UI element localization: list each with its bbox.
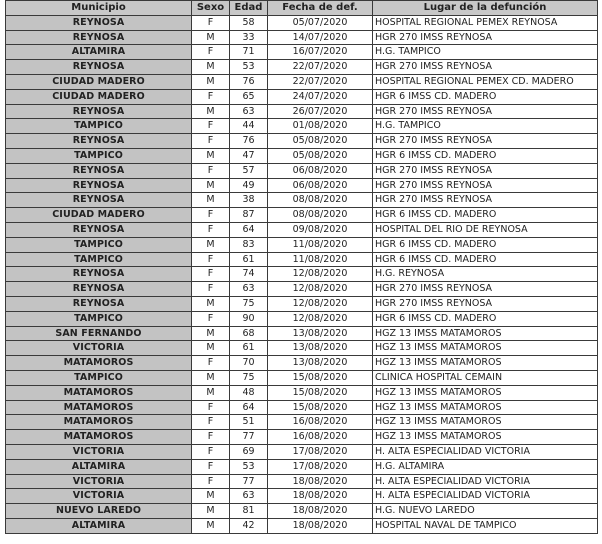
fecha-cell: 15/08/2020	[268, 400, 373, 415]
edad-cell: 63	[230, 104, 268, 119]
lugar-cell: H.G. NUEVO LAREDO	[373, 504, 598, 519]
fecha-cell: 05/08/2020	[268, 134, 373, 149]
lugar-cell: HGZ 13 IMSS MATAMOROS	[373, 430, 598, 445]
lugar-cell: HGZ 13 IMSS MATAMOROS	[373, 341, 598, 356]
lugar-cell: HGR 6 IMSS CD. MADERO	[373, 237, 598, 252]
sexo-cell: M	[192, 326, 230, 341]
table-row	[6, 385, 598, 400]
sexo-cell: M	[192, 370, 230, 385]
lugar-cell: HGZ 13 IMSS MATAMOROS	[373, 400, 598, 415]
fecha-cell: 11/08/2020	[268, 237, 373, 252]
municipio-cell: TAMPICO	[6, 370, 192, 385]
fecha-cell: 18/08/2020	[268, 504, 373, 519]
sexo-cell: M	[192, 341, 230, 356]
sexo-cell: F	[192, 459, 230, 474]
edad-cell: 75	[230, 370, 268, 385]
table-row	[6, 356, 598, 371]
table-row	[6, 74, 598, 89]
sexo-cell: F	[192, 45, 230, 60]
sexo-cell: F	[192, 415, 230, 430]
sexo-cell: F	[192, 444, 230, 459]
table-row	[6, 341, 598, 356]
sexo-cell: F	[192, 356, 230, 371]
lugar-cell: H.G. TAMPICO	[373, 119, 598, 134]
fecha-cell: 18/08/2020	[268, 489, 373, 504]
table-row	[6, 148, 598, 163]
municipio-cell: REYNOSA	[6, 193, 192, 208]
fecha-cell: 16/08/2020	[268, 430, 373, 445]
sexo-cell: M	[192, 296, 230, 311]
fecha-cell: 16/08/2020	[268, 415, 373, 430]
fecha-cell: 12/08/2020	[268, 311, 373, 326]
edad-cell: 51	[230, 415, 268, 430]
edad-cell: 83	[230, 237, 268, 252]
fecha-cell: 14/07/2020	[268, 30, 373, 45]
table-row	[6, 134, 598, 149]
lugar-cell: H. ALTA ESPECIALIDAD VICTORIA	[373, 474, 598, 489]
municipio-cell: VICTORIA	[6, 444, 192, 459]
fecha-cell: 01/08/2020	[268, 119, 373, 134]
municipio-cell: SAN FERNANDO	[6, 326, 192, 341]
sexo-cell: M	[192, 237, 230, 252]
municipio-cell: TAMPICO	[6, 311, 192, 326]
edad-cell: 64	[230, 400, 268, 415]
edad-cell: 38	[230, 193, 268, 208]
fecha-cell: 05/08/2020	[268, 148, 373, 163]
edad-cell: 74	[230, 267, 268, 282]
fecha-cell: 15/08/2020	[268, 385, 373, 400]
edad-cell: 47	[230, 148, 268, 163]
edad-cell: 68	[230, 326, 268, 341]
fecha-cell: 26/07/2020	[268, 104, 373, 119]
lugar-cell: HGZ 13 IMSS MATAMOROS	[373, 356, 598, 371]
edad-cell: 87	[230, 208, 268, 223]
sexo-cell: F	[192, 282, 230, 297]
fecha-cell: 15/08/2020	[268, 370, 373, 385]
lugar-cell: HGR 270 IMSS REYNOSA	[373, 60, 598, 75]
municipio-cell: ALTAMIRA	[6, 45, 192, 60]
lugar-cell: HGR 270 IMSS REYNOSA	[373, 296, 598, 311]
municipio-cell: ALTAMIRA	[6, 518, 192, 533]
lugar-cell: H.G. TAMPICO	[373, 45, 598, 60]
table-row	[6, 370, 598, 385]
sexo-cell: M	[192, 178, 230, 193]
sexo-cell: F	[192, 119, 230, 134]
header-edad: Edad	[230, 1, 268, 16]
table-row	[6, 489, 598, 504]
lugar-cell: HGZ 13 IMSS MATAMOROS	[373, 385, 598, 400]
table-row	[6, 430, 598, 445]
lugar-cell: H. ALTA ESPECIALIDAD VICTORIA	[373, 444, 598, 459]
municipio-cell: REYNOSA	[6, 267, 192, 282]
edad-cell: 77	[230, 474, 268, 489]
edad-cell: 65	[230, 89, 268, 104]
edad-cell: 69	[230, 444, 268, 459]
sexo-cell: M	[192, 60, 230, 75]
table-row	[6, 444, 598, 459]
table-row	[6, 222, 598, 237]
lugar-cell: HGZ 13 IMSS MATAMOROS	[373, 415, 598, 430]
municipio-cell: CIUDAD MADERO	[6, 74, 192, 89]
edad-cell: 61	[230, 252, 268, 267]
edad-cell: 58	[230, 15, 268, 30]
sexo-cell: F	[192, 208, 230, 223]
sexo-cell: M	[192, 148, 230, 163]
municipio-cell: REYNOSA	[6, 104, 192, 119]
sexo-cell: M	[192, 193, 230, 208]
municipio-cell: REYNOSA	[6, 15, 192, 30]
sexo-cell: M	[192, 385, 230, 400]
fecha-cell: 22/07/2020	[268, 60, 373, 75]
fecha-cell: 12/08/2020	[268, 282, 373, 297]
table-row	[6, 193, 598, 208]
edad-cell: 70	[230, 356, 268, 371]
fecha-cell: 09/08/2020	[268, 222, 373, 237]
sexo-cell: M	[192, 518, 230, 533]
municipio-cell: TAMPICO	[6, 252, 192, 267]
lugar-cell: HGR 270 IMSS REYNOSA	[373, 30, 598, 45]
sexo-cell: F	[192, 430, 230, 445]
edad-cell: 90	[230, 311, 268, 326]
municipio-cell: MATAMOROS	[6, 430, 192, 445]
lugar-cell: HGR 270 IMSS REYNOSA	[373, 282, 598, 297]
table-row	[6, 208, 598, 223]
table-row	[6, 326, 598, 341]
sexo-cell: F	[192, 222, 230, 237]
municipio-cell: REYNOSA	[6, 163, 192, 178]
lugar-cell: HGR 270 IMSS REYNOSA	[373, 163, 598, 178]
municipio-cell: REYNOSA	[6, 222, 192, 237]
edad-cell: 63	[230, 282, 268, 297]
sexo-cell: F	[192, 311, 230, 326]
header-municipio: Municipio	[6, 1, 192, 16]
sexo-cell: M	[192, 74, 230, 89]
table-row	[6, 459, 598, 474]
table-row	[6, 30, 598, 45]
sexo-cell: F	[192, 400, 230, 415]
header-row	[6, 1, 598, 16]
fecha-cell: 16/07/2020	[268, 45, 373, 60]
edad-cell: 75	[230, 296, 268, 311]
table-body	[6, 15, 598, 533]
edad-cell: 48	[230, 385, 268, 400]
table-row	[6, 267, 598, 282]
lugar-cell: HGR 270 IMSS REYNOSA	[373, 178, 598, 193]
edad-cell: 53	[230, 459, 268, 474]
municipio-cell: REYNOSA	[6, 282, 192, 297]
fecha-cell: 13/08/2020	[268, 326, 373, 341]
fecha-cell: 12/08/2020	[268, 267, 373, 282]
sexo-cell: F	[192, 134, 230, 149]
municipio-cell: CIUDAD MADERO	[6, 89, 192, 104]
lugar-cell: CLINICA HOSPITAL CEMAIN	[373, 370, 598, 385]
municipio-cell: REYNOSA	[6, 296, 192, 311]
municipio-cell: ALTAMIRA	[6, 459, 192, 474]
header-lugar: Lugar de la defunción	[373, 1, 598, 16]
fecha-cell: 06/08/2020	[268, 178, 373, 193]
lugar-cell: HOSPITAL NAVAL DE TAMPICO	[373, 518, 598, 533]
sexo-cell: F	[192, 15, 230, 30]
edad-cell: 77	[230, 430, 268, 445]
sexo-cell: F	[192, 474, 230, 489]
municipio-cell: REYNOSA	[6, 30, 192, 45]
table-row	[6, 252, 598, 267]
sexo-cell: F	[192, 267, 230, 282]
sexo-cell: F	[192, 163, 230, 178]
table-row	[6, 89, 598, 104]
fecha-cell: 24/07/2020	[268, 89, 373, 104]
municipio-cell: MATAMOROS	[6, 356, 192, 371]
edad-cell: 42	[230, 518, 268, 533]
municipio-cell: REYNOSA	[6, 178, 192, 193]
edad-cell: 49	[230, 178, 268, 193]
municipio-cell: TAMPICO	[6, 148, 192, 163]
table-row	[6, 60, 598, 75]
municipio-cell: VICTORIA	[6, 489, 192, 504]
lugar-cell: HGR 270 IMSS REYNOSA	[373, 104, 598, 119]
sexo-cell: F	[192, 89, 230, 104]
edad-cell: 81	[230, 504, 268, 519]
municipio-cell: MATAMOROS	[6, 400, 192, 415]
municipio-cell: MATAMOROS	[6, 385, 192, 400]
municipio-cell: REYNOSA	[6, 134, 192, 149]
table-row	[6, 504, 598, 519]
municipio-cell: CIUDAD MADERO	[6, 208, 192, 223]
lugar-cell: HOSPITAL DEL RIO DE REYNOSA	[373, 222, 598, 237]
municipio-cell: MATAMOROS	[6, 415, 192, 430]
fecha-cell: 12/08/2020	[268, 296, 373, 311]
lugar-cell: HGR 6 IMSS CD. MADERO	[373, 148, 598, 163]
table-row	[6, 415, 598, 430]
fecha-cell: 17/08/2020	[268, 459, 373, 474]
fecha-cell: 06/08/2020	[268, 163, 373, 178]
edad-cell: 33	[230, 30, 268, 45]
sexo-cell: M	[192, 489, 230, 504]
sexo-cell: F	[192, 252, 230, 267]
table-row	[6, 518, 598, 533]
lugar-cell: HOSPITAL REGIONAL PEMEX REYNOSA	[373, 15, 598, 30]
lugar-cell: HGR 270 IMSS REYNOSA	[373, 134, 598, 149]
table-row	[6, 104, 598, 119]
deaths-table	[5, 0, 598, 534]
edad-cell: 71	[230, 45, 268, 60]
fecha-cell: 13/08/2020	[268, 356, 373, 371]
edad-cell: 44	[230, 119, 268, 134]
fecha-cell: 18/08/2020	[268, 474, 373, 489]
lugar-cell: H.G. ALTAMIRA	[373, 459, 598, 474]
municipio-cell: REYNOSA	[6, 60, 192, 75]
lugar-cell: HGR 6 IMSS CD. MADERO	[373, 89, 598, 104]
edad-cell: 63	[230, 489, 268, 504]
municipio-cell: VICTORIA	[6, 474, 192, 489]
edad-cell: 76	[230, 74, 268, 89]
fecha-cell: 11/08/2020	[268, 252, 373, 267]
table-row	[6, 119, 598, 134]
lugar-cell: HGR 6 IMSS CD. MADERO	[373, 252, 598, 267]
lugar-cell: H. ALTA ESPECIALIDAD VICTORIA	[373, 489, 598, 504]
fecha-cell: 22/07/2020	[268, 74, 373, 89]
lugar-cell: HGR 6 IMSS CD. MADERO	[373, 311, 598, 326]
table-row	[6, 163, 598, 178]
table-row	[6, 15, 598, 30]
fecha-cell: 18/08/2020	[268, 518, 373, 533]
municipio-cell: TAMPICO	[6, 237, 192, 252]
edad-cell: 53	[230, 60, 268, 75]
fecha-cell: 13/08/2020	[268, 341, 373, 356]
fecha-cell: 08/08/2020	[268, 193, 373, 208]
lugar-cell: HGR 270 IMSS REYNOSA	[373, 193, 598, 208]
table-row	[6, 45, 598, 60]
fecha-cell: 05/07/2020	[268, 15, 373, 30]
fecha-cell: 08/08/2020	[268, 208, 373, 223]
edad-cell: 61	[230, 341, 268, 356]
table-row	[6, 282, 598, 297]
fecha-cell: 17/08/2020	[268, 444, 373, 459]
table-row	[6, 474, 598, 489]
header-sexo: Sexo	[192, 1, 230, 16]
table-row	[6, 311, 598, 326]
edad-cell: 76	[230, 134, 268, 149]
lugar-cell: H.G. REYNOSA	[373, 267, 598, 282]
lugar-cell: HOSPITAL REGIONAL PEMEX CD. MADERO	[373, 74, 598, 89]
edad-cell: 57	[230, 163, 268, 178]
municipio-cell: TAMPICO	[6, 119, 192, 134]
lugar-cell: HGR 6 IMSS CD. MADERO	[373, 208, 598, 223]
municipio-cell: NUEVO LAREDO	[6, 504, 192, 519]
sexo-cell: M	[192, 30, 230, 45]
sexo-cell: M	[192, 104, 230, 119]
edad-cell: 64	[230, 222, 268, 237]
lugar-cell: HGZ 13 IMSS MATAMOROS	[373, 326, 598, 341]
table-row	[6, 237, 598, 252]
sexo-cell: M	[192, 504, 230, 519]
header-fecha: Fecha de def.	[268, 1, 373, 16]
municipio-cell: VICTORIA	[6, 341, 192, 356]
table-row	[6, 178, 598, 193]
table-row	[6, 296, 598, 311]
table-row	[6, 400, 598, 415]
